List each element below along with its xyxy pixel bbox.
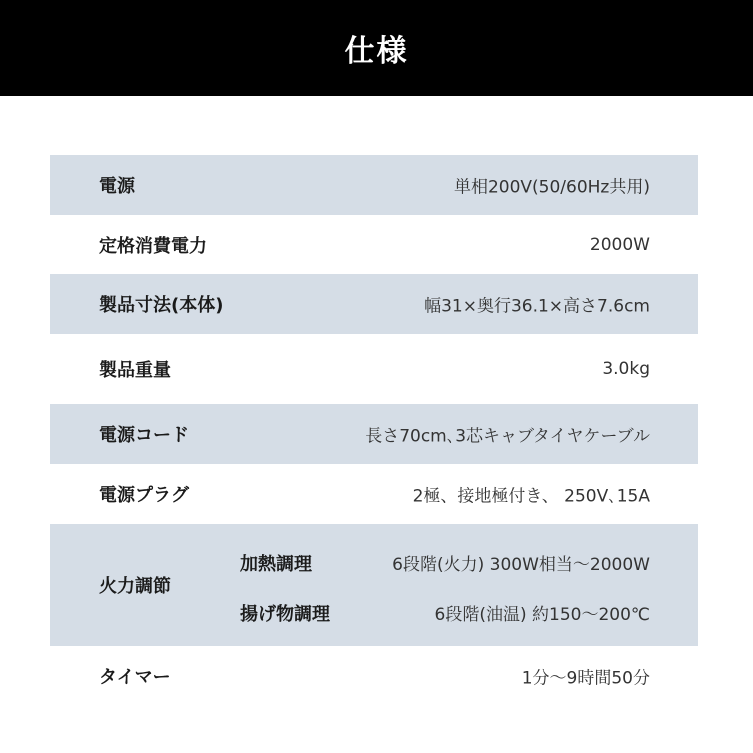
spec-value: 2極、接地極付き、 250V､15A bbox=[412, 486, 650, 507]
spec-value: 3.0kg bbox=[602, 359, 650, 379]
spec-label: タイマー bbox=[99, 667, 171, 688]
spec-label: 製品重量 bbox=[99, 360, 171, 381]
spec-row-dimensions bbox=[50, 274, 698, 334]
spec-row-power-plug bbox=[50, 464, 698, 524]
spec-row-power-cord bbox=[50, 404, 698, 464]
spec-sub-label: 揚げ物調理 bbox=[240, 604, 330, 625]
spec-label: 定格消費電力 bbox=[99, 235, 207, 257]
spec-row-heat-control bbox=[50, 524, 698, 646]
spec-value: 長さ70cm､3芯キャブタイヤケーブル bbox=[365, 426, 650, 447]
spec-label: 電源コード bbox=[99, 425, 189, 446]
spec-label: 製品寸法(本体) bbox=[99, 295, 224, 316]
spec-row-rated-power bbox=[50, 215, 698, 274]
spec-row-timer bbox=[50, 646, 698, 706]
page-title: 仕様 bbox=[344, 34, 409, 69]
spec-sub-value: 6段階(油温) 約150～200℃ bbox=[434, 605, 650, 625]
spec-sub-label: 加熱調理 bbox=[240, 554, 312, 575]
spec-value: 1分～9時間50分 bbox=[521, 668, 650, 689]
spec-value: 単相200V(50/60Hz共用) bbox=[453, 177, 650, 198]
spec-table bbox=[50, 155, 698, 706]
spec-label: 電源プラグ bbox=[99, 485, 189, 506]
spec-value: 幅31×奥行36.1×高さ7.6cm bbox=[424, 296, 650, 317]
spec-label: 電源 bbox=[99, 176, 135, 197]
spec-row-weight bbox=[50, 334, 698, 404]
spec-value: 2000W bbox=[589, 234, 650, 255]
page-header bbox=[0, 0, 753, 96]
spec-sub-value: 6段階(火力) 300W相当～2000W bbox=[392, 555, 650, 575]
spec-label: 火力調節 bbox=[99, 576, 171, 597]
spec-row-power bbox=[50, 155, 698, 215]
